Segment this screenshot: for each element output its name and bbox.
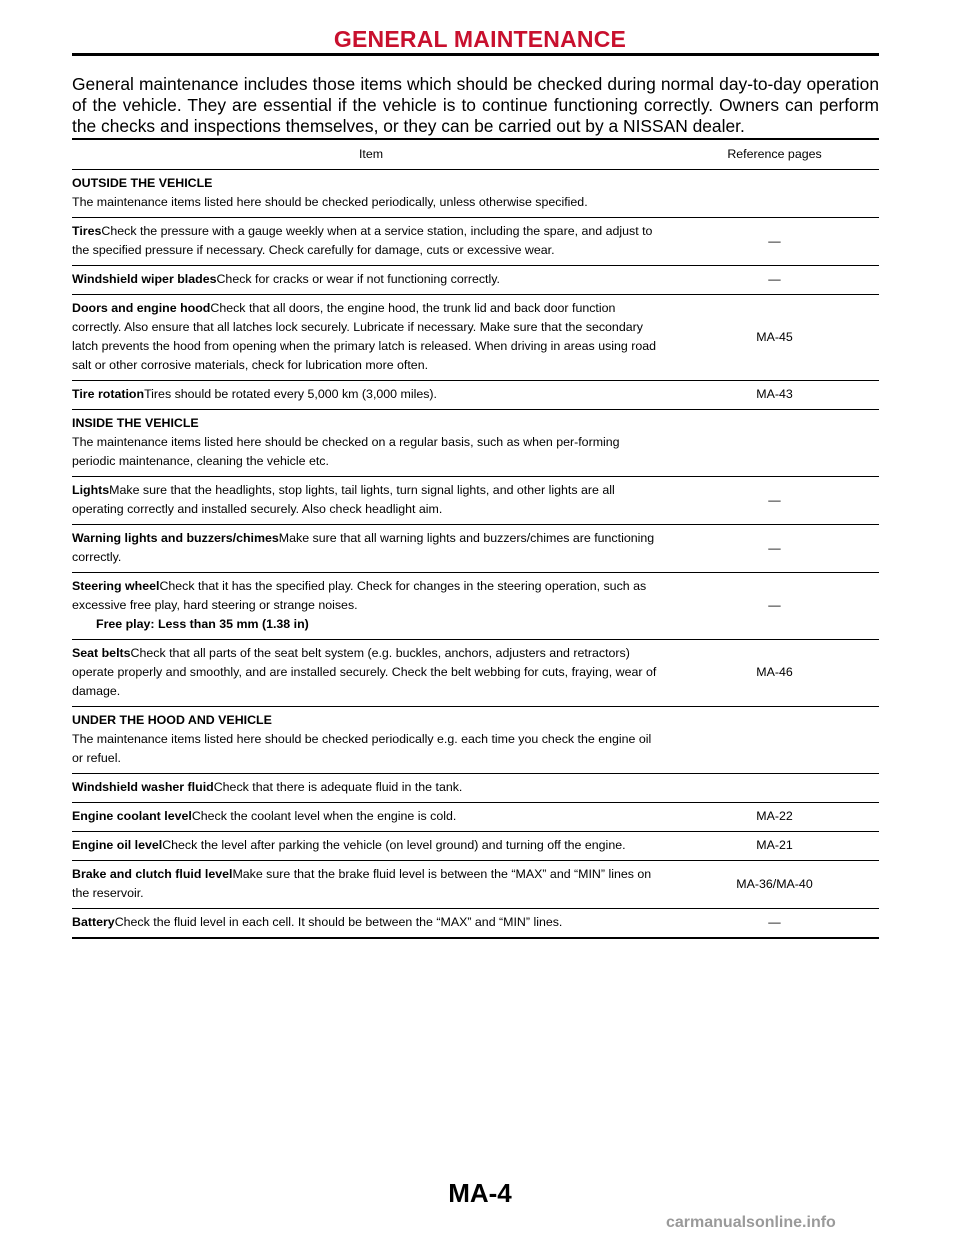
item-name: Doors and engine hood bbox=[72, 301, 211, 315]
item-name: Engine oil level bbox=[72, 838, 163, 852]
item-desc: Check that it has the specified play. Check for changes in the steering operation, such as excessive free play, hard steering or strange noises. bbox=[72, 579, 647, 612]
ref-cell: MA-45 bbox=[670, 295, 879, 381]
page-title: GENERAL MAINTENANCE bbox=[333, 26, 627, 52]
table-row-coolant bbox=[72, 803, 879, 832]
item-desc: Check the coolant level when the engine is cold. bbox=[191, 809, 457, 823]
ref-cell: MA-22 bbox=[670, 803, 879, 832]
item-desc: Make sure that all warning lights and buzzers/chimes are functioning correctly. bbox=[72, 531, 655, 564]
section-row-outside bbox=[72, 170, 879, 218]
item-name: Seat belts bbox=[72, 646, 131, 660]
table-top-rule bbox=[72, 138, 879, 140]
item-cell bbox=[72, 477, 670, 525]
section-desc: The maintenance items listed here should be checked periodically, unless otherwise specified. bbox=[72, 195, 588, 209]
table-row-tires bbox=[72, 218, 879, 266]
item-desc: Check the pressure with a gauge weekly when at a service station, including the spare, and adjust to the specified pressure if necessary. Check carefully for damage, cuts or excessive wear. bbox=[72, 224, 653, 257]
item-desc: Check for cracks or wear if not functioning correctly. bbox=[216, 272, 500, 286]
item-cell bbox=[72, 803, 670, 832]
intro-paragraph: General maintenance includes those items which should be checked during normal day-to-day operation of the vehicle. They are essential if the vehicle is to continue functioning correctly. Owners can perform the checks and inspections themselves, or they can be carried out by a NISSAN dealer. bbox=[72, 74, 879, 136]
item-desc: Make sure that the brake fluid level is between the “MAX” and “MIN” lines on the reservoir. bbox=[72, 867, 652, 900]
item-name: Steering wheel bbox=[72, 579, 160, 593]
section-cell bbox=[72, 707, 670, 774]
section-desc: The maintenance items listed here should be checked on a regular basis, such as when per-forming periodic maintenance, cleaning the vehicle etc. bbox=[72, 435, 620, 468]
item-name: Windshield wiper blades bbox=[72, 272, 217, 286]
item-name: Brake and clutch fluid level bbox=[72, 867, 233, 881]
table-header-row bbox=[72, 141, 879, 170]
table-row-steering bbox=[72, 573, 879, 640]
item-desc: Tires should be rotated every 5,000 km (3,000 miles). bbox=[144, 387, 437, 401]
item-name: Lights bbox=[72, 483, 110, 497]
ref-cell: MA-43 bbox=[670, 381, 879, 410]
item-desc: Make sure that the headlights, stop lights, tail lights, turn signal lights, and other lights are all operating correctly and installed securely. Also check headlight aim. bbox=[72, 483, 615, 516]
ref-cell: — bbox=[670, 909, 879, 939]
table-row-seatbelts bbox=[72, 640, 879, 707]
maintenance-table bbox=[72, 141, 879, 939]
ref-cell bbox=[670, 410, 879, 477]
section-cell bbox=[72, 170, 670, 218]
ref-cell bbox=[670, 170, 879, 218]
item-name: Tire rotation bbox=[72, 387, 145, 401]
item-name: Windshield washer fluid bbox=[72, 780, 214, 794]
section-cell bbox=[72, 410, 670, 477]
item-desc: Check that there is adequate fluid in the tank. bbox=[213, 780, 463, 794]
section-title: INSIDE THE VEHICLE bbox=[72, 416, 199, 430]
ref-cell: MA-46 bbox=[670, 640, 879, 707]
item-spec: Free play: Less than 35 mm (1.38 in) bbox=[96, 617, 309, 631]
item-cell bbox=[72, 774, 670, 803]
title-rule bbox=[72, 53, 879, 56]
item-cell bbox=[72, 266, 670, 295]
item-name: Battery bbox=[72, 915, 115, 929]
table-row-brake bbox=[72, 861, 879, 909]
item-name: Tires bbox=[72, 224, 102, 238]
item-cell bbox=[72, 295, 670, 381]
section-desc: The maintenance items listed here should be checked periodically e.g. each time you check the engine oil or refuel. bbox=[72, 732, 652, 765]
section-row-under bbox=[72, 707, 879, 774]
section-title: UNDER THE HOOD AND VEHICLE bbox=[72, 713, 272, 727]
section-row-inside bbox=[72, 410, 879, 477]
section-title: OUTSIDE THE VEHICLE bbox=[72, 176, 213, 190]
item-cell bbox=[72, 381, 670, 410]
table-row-rotation bbox=[72, 381, 879, 410]
ref-cell: MA-21 bbox=[670, 832, 879, 861]
table-row-warning bbox=[72, 525, 879, 573]
ref-cell bbox=[670, 707, 879, 774]
ref-cell: — bbox=[670, 266, 879, 295]
item-cell bbox=[72, 573, 670, 640]
item-cell bbox=[72, 218, 670, 266]
table-row-lights bbox=[72, 477, 879, 525]
table-row-doors bbox=[72, 295, 879, 381]
column-header-ref: Reference pages bbox=[670, 141, 879, 170]
watermark: carmanualsonline.info bbox=[666, 1214, 836, 1231]
table-row-washer bbox=[72, 774, 879, 803]
item-desc: Check that all parts of the seat belt system (e.g. buckles, anchors, adjusters and retractors) operate properly and smoothly, and are installed securely. Check the belt webbing for cuts, fraying, wear of damage. bbox=[72, 646, 657, 698]
table-row-wipers bbox=[72, 266, 879, 295]
item-cell bbox=[72, 832, 670, 861]
ref-cell: — bbox=[670, 573, 879, 640]
ref-cell: — bbox=[670, 525, 879, 573]
column-header-item: Item bbox=[72, 141, 670, 170]
ref-cell: — bbox=[670, 477, 879, 525]
ref-cell: — bbox=[670, 218, 879, 266]
item-name: Engine coolant level bbox=[72, 809, 192, 823]
ref-cell: MA-36/MA-40 bbox=[670, 861, 879, 909]
item-cell bbox=[72, 861, 670, 909]
ref-cell bbox=[670, 774, 879, 803]
item-cell bbox=[72, 909, 670, 939]
item-cell bbox=[72, 640, 670, 707]
item-desc: Check that all doors, the engine hood, the trunk lid and back door function correctly. Also ensure that all latches lock securely. Lubricate if necessary. Make sure that the secondary latch prevents the hood from opening when the primary latch is released. When driving in areas using road salt or other corrosive materials, check for lubrication more often. bbox=[72, 301, 657, 372]
item-desc: Check the fluid level in each cell. It should be between the “MAX” and “MIN” lines. bbox=[114, 915, 563, 929]
table-row-battery bbox=[72, 909, 879, 939]
item-cell bbox=[72, 525, 670, 573]
page-number: MA-4 bbox=[448, 1178, 512, 1208]
table-row-oil bbox=[72, 832, 879, 861]
item-name: Warning lights and buzzers/chimes bbox=[72, 531, 279, 545]
item-desc: Check the level after parking the vehicle (on level ground) and turning off the engine. bbox=[162, 838, 626, 852]
